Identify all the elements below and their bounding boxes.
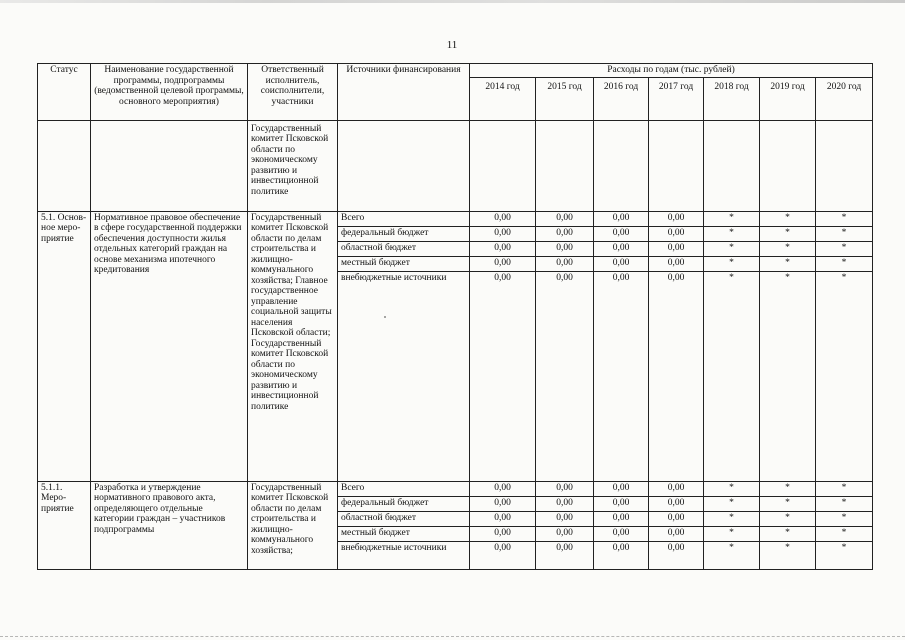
value-cell: 0,00	[649, 526, 704, 541]
value-cell: 0,00	[594, 256, 649, 271]
value-cell: *	[816, 526, 873, 541]
value-cell: *	[760, 211, 816, 226]
value-cell: *	[760, 256, 816, 271]
value-cell: *	[760, 271, 816, 481]
value-cell: 0,00	[470, 496, 536, 511]
continuation-cell	[649, 120, 704, 211]
value-cell: *	[816, 256, 873, 271]
value-cell: 0,00	[594, 271, 649, 481]
row-responsible: Государственный комитет Псковской области по делам строительства и жилищно-коммунального хозяйства; Главное государственное управление социальной защиты населения Псковской области; Государственный комитет Псковской области по экономическому развитию и инвестиционной политике	[248, 211, 338, 481]
continuation-responsible: Государственный комитет Псковской области по экономическому развитию и инвестиционной политике	[248, 120, 338, 211]
value-cell: *	[704, 541, 760, 569]
value-cell: *	[760, 226, 816, 241]
value-cell: 0,00	[470, 226, 536, 241]
budget-table	[37, 63, 873, 570]
source-label: областной бюджет	[338, 241, 470, 256]
value-cell: *	[760, 241, 816, 256]
value-cell: 0,00	[594, 496, 649, 511]
value-cell: *	[816, 481, 873, 496]
value-cell: 0,00	[536, 226, 594, 241]
value-cell: 0,00	[536, 256, 594, 271]
row-status: 5.1. Основ-ное меро-приятие	[38, 211, 91, 481]
value-cell: *	[816, 541, 873, 569]
table-row	[38, 481, 873, 496]
value-cell: *	[760, 511, 816, 526]
source-label: Всего	[338, 211, 470, 226]
value-cell: *	[704, 211, 760, 226]
value-cell: 0,00	[649, 271, 704, 481]
page-number: 11	[446, 39, 458, 51]
value-cell: 0,00	[594, 526, 649, 541]
value-cell: *	[760, 526, 816, 541]
value-cell: 0,00	[649, 241, 704, 256]
continuation-cell	[594, 120, 649, 211]
source-label: Всего	[338, 481, 470, 496]
value-cell: 0,00	[649, 496, 704, 511]
value-cell: *	[704, 496, 760, 511]
value-cell: *	[704, 256, 760, 271]
value-cell: 0,00	[649, 226, 704, 241]
continuation-cell	[816, 120, 873, 211]
value-cell: 0,00	[536, 496, 594, 511]
value-cell: *	[816, 511, 873, 526]
header-name: Наименование государственной программы, подпрограммы (ведомственной целевой программы, основного мероприятия)	[91, 64, 248, 121]
value-cell: *	[704, 226, 760, 241]
source-label: внебюджетные источники	[338, 541, 470, 569]
value-cell: *	[704, 526, 760, 541]
value-cell: *	[704, 271, 760, 481]
continuation-row	[38, 120, 873, 211]
value-cell: 0,00	[649, 211, 704, 226]
value-cell: 0,00	[594, 211, 649, 226]
header-year: 2015 год	[536, 77, 594, 120]
value-cell: 0,00	[594, 241, 649, 256]
value-cell: 0,00	[470, 211, 536, 226]
value-cell: 0,00	[536, 241, 594, 256]
row-name: Нормативное правовое обеспечение в сфере государственной поддержки обеспечения доступности жилья отдельных категорий граждан на основе механизма ипотечного кредитования	[91, 211, 248, 481]
value-cell: 0,00	[536, 526, 594, 541]
value-cell: *	[816, 226, 873, 241]
header-year: 2018 год	[704, 77, 760, 120]
header-year: 2016 год	[594, 77, 649, 120]
value-cell: 0,00	[536, 481, 594, 496]
source-label: областной бюджет	[338, 511, 470, 526]
header-responsible: Ответственный исполнитель, соисполнители, участники	[248, 64, 338, 121]
value-cell: 0,00	[470, 256, 536, 271]
row-status: 5.1.1. Меро-приятие	[38, 481, 91, 569]
source-label: федеральный бюджет	[338, 496, 470, 511]
continuation-name	[91, 120, 248, 211]
value-cell: *	[816, 241, 873, 256]
header-year: 2017 год	[649, 77, 704, 120]
header-sources: Источники финансирования	[338, 64, 470, 121]
header-year: 2014 год	[470, 77, 536, 120]
value-cell: 0,00	[594, 226, 649, 241]
value-cell: *	[816, 211, 873, 226]
value-cell: 0,00	[470, 511, 536, 526]
continuation-cell	[536, 120, 594, 211]
source-label: внебюджетные источники	[338, 271, 470, 481]
table-row	[38, 211, 873, 226]
source-label: местный бюджет	[338, 526, 470, 541]
value-cell: 0,00	[470, 526, 536, 541]
value-cell: *	[760, 481, 816, 496]
continuation-cell	[760, 120, 816, 211]
value-cell: 0,00	[649, 481, 704, 496]
value-cell: 0,00	[536, 541, 594, 569]
value-cell: 0,00	[470, 271, 536, 481]
continuation-sources	[338, 120, 470, 211]
value-cell: 0,00	[470, 541, 536, 569]
value-cell: 0,00	[470, 481, 536, 496]
continuation-status	[38, 120, 91, 211]
value-cell: 0,00	[649, 541, 704, 569]
continuation-cell	[704, 120, 760, 211]
scan-edge-bottom	[0, 636, 905, 638]
value-cell: *	[704, 241, 760, 256]
value-cell: 0,00	[594, 511, 649, 526]
value-cell: 0,00	[594, 481, 649, 496]
value-cell: 0,00	[649, 256, 704, 271]
value-cell: *	[760, 541, 816, 569]
value-cell: *	[760, 496, 816, 511]
value-cell: 0,00	[470, 241, 536, 256]
scan-speck	[384, 316, 386, 318]
continuation-cell	[470, 120, 536, 211]
value-cell: 0,00	[536, 511, 594, 526]
value-cell: 0,00	[536, 271, 594, 481]
header-expenses: Расходы по годам (тыс. рублей)	[470, 64, 873, 78]
value-cell: *	[704, 511, 760, 526]
row-name: Разработка и утверждение нормативного правового акта, определяющего отдельные категории граждан – участников подпрограммы	[91, 481, 248, 569]
value-cell: 0,00	[649, 511, 704, 526]
header-year: 2019 год	[760, 77, 816, 120]
header-year: 2020 год	[816, 77, 873, 120]
value-cell: 0,00	[594, 541, 649, 569]
value-cell: *	[816, 271, 873, 481]
header-status: Статус	[38, 64, 91, 121]
value-cell: *	[704, 481, 760, 496]
source-label: местный бюджет	[338, 256, 470, 271]
scan-edge-top	[0, 0, 905, 3]
source-label: федеральный бюджет	[338, 226, 470, 241]
row-responsible: Государственный комитет Псковской области по делам строительства и жилищно-коммунального хозяйства;	[248, 481, 338, 569]
value-cell: 0,00	[536, 211, 594, 226]
value-cell: *	[816, 496, 873, 511]
